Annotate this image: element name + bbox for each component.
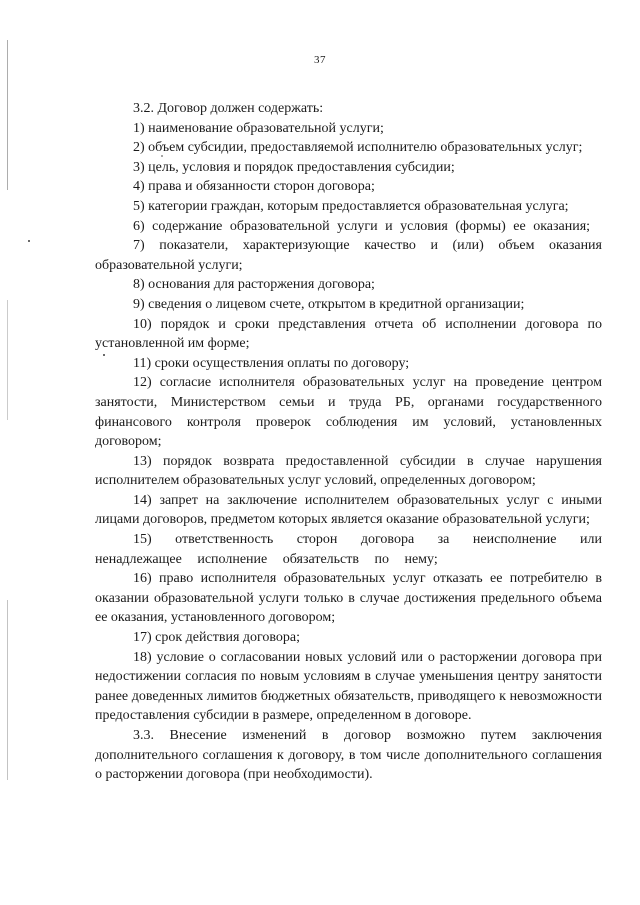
- page-number: 37: [314, 54, 326, 66]
- list-item: 17) срок действия договора;: [133, 630, 301, 646]
- list-item: 10) порядок и сроки представления отчета об исполнении договора по установленной им форме;: [95, 316, 602, 352]
- list-item: 15) ответственность сторон договора за неисполнение или ненадлежащее исполнение обязательств по нему;: [95, 532, 602, 567]
- list-item: 5) категории граждан, которым предоставляется образовательная услуга;: [133, 198, 569, 214]
- list-item: 4) права и обязанности сторон договора;: [133, 179, 375, 195]
- list-item: 9) сведения о лицевом счете, открытом в кредитной организации;: [133, 296, 525, 312]
- list-item: 7) показатели, характеризующие качество и (или) объем оказания образовательной услуги;: [95, 238, 602, 273]
- list-item: 18) условие о согласовании новых условий или о расторжении договора при недостижении согласия по новым условиям в случае уменьшения центру занятости ранее доведенных лимитов бюджетных обязательств, приводящего к невозможности предоставления субсидии в размере, определенном в договоре.: [95, 649, 602, 724]
- list-item: 2) объем субсидии, предоставляемой исполнителю образовательных услуг;: [133, 140, 583, 156]
- document-body: [95, 99, 602, 785]
- list-item: 3) цель, условия и порядок предоставления субсидии;: [133, 159, 455, 175]
- list-item: 11) сроки осуществления оплаты по договору;: [133, 355, 410, 371]
- scan-speck: [28, 240, 30, 242]
- list-item: 13) порядок возврата предоставленной субсидии в случае нарушения исполнителем образовательных услуг условий, определенных договором;: [95, 453, 602, 489]
- section-heading: 3.3. Внесение изменений в договор возможно путем заключения дополнительного соглашения к договору, в том числе дополнительного соглашения о расторжении договора (при необходимости).: [95, 728, 602, 783]
- scan-edge-line: [7, 300, 8, 420]
- scan-edge-line: [7, 600, 8, 780]
- list-item: 8) основания для расторжения договора;: [133, 277, 375, 293]
- list-item: 1) наименование образовательной услуги;: [133, 120, 384, 136]
- list-item: 12) согласие исполнителя образовательных услуг на проведение центром занятости, Министерством семьи и труда РБ, органами государственного финансового контроля проверок соблюдения им условий, установленных договором;: [95, 375, 602, 450]
- section-heading: 3.2. Договор должен содержать:: [133, 101, 324, 116]
- list-item: 14) запрет на заключение исполнителем образовательных услуг с иными лицами договоров, предметом которых является оказание образовательной услуги;: [95, 492, 602, 528]
- list-item: 6) содержание образовательной услуги и условия (формы) ее оказания;: [133, 218, 591, 234]
- list-item: 16) право исполнителя образовательных услуг отказать ее потребителю в оказании образовательной услуги только в случае достижения предельного объема ее оказания, установленного договором;: [95, 571, 602, 626]
